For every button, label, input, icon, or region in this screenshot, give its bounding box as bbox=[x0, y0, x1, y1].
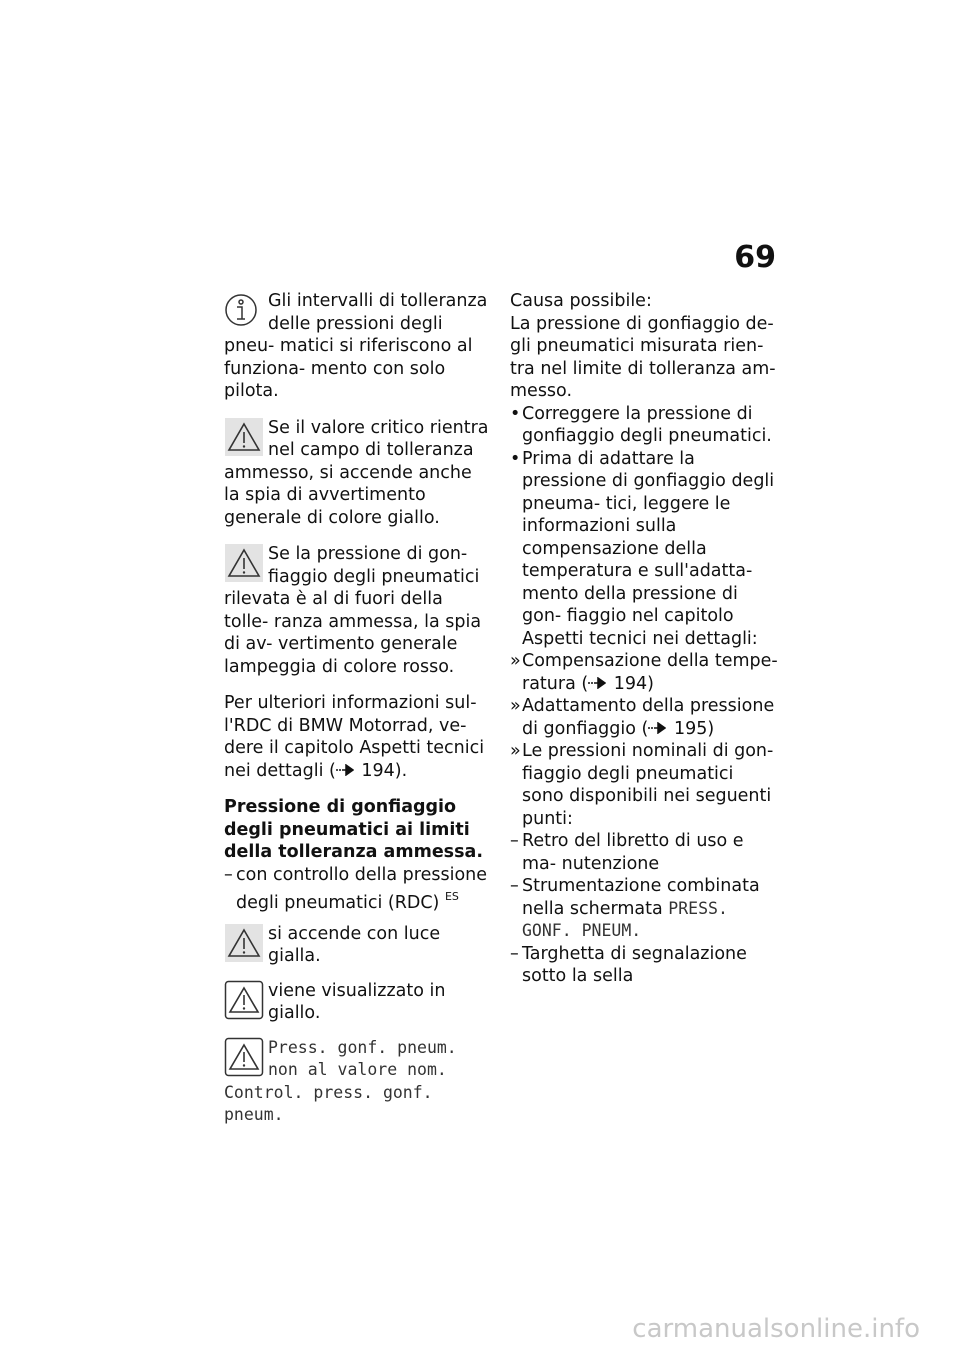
dash-item-text: Retro del libretto di uso e ma- nutenzione bbox=[522, 831, 744, 874]
dash-marker: – bbox=[510, 831, 519, 851]
warning-lamp-icon bbox=[224, 923, 264, 965]
lamp-yellow-row bbox=[224, 923, 492, 968]
warning-note-1-text: Se il valore critico rientra nel campo di tolleranza ammesso, si accende anche la spia di avvertimento generale di colore giallo. bbox=[224, 417, 489, 528]
reference-item bbox=[510, 695, 780, 740]
dash-marker: – bbox=[510, 876, 519, 896]
screen-name: PRESS. GONF. PNEUM. bbox=[522, 898, 728, 940]
page-number: 69 bbox=[734, 240, 776, 275]
display-warning-icon bbox=[224, 1037, 264, 1079]
cause-text: La pressione di gonfiaggio de- gli pneumatici misurata rien- tra nel limite di tolleranza am- messo. bbox=[510, 313, 776, 401]
page-reference-arrow-icon bbox=[336, 760, 356, 783]
cause-label: Causa possibile: bbox=[510, 291, 652, 311]
bullet-item bbox=[510, 403, 780, 448]
reference-marker: » bbox=[510, 651, 521, 671]
info-note bbox=[224, 290, 492, 403]
warning-note-1 bbox=[224, 417, 492, 530]
lamp-yellow-text: si accende con luce gialla. bbox=[268, 923, 441, 966]
display-warning-icon bbox=[224, 980, 264, 1022]
bullet-marker: • bbox=[510, 403, 521, 424]
reference-item-page: 194) bbox=[613, 673, 654, 694]
dash-marker: – bbox=[224, 864, 233, 885]
bullet-item-text: Prima di adattare la pressione di gonfiaggio degli pneuma- tici, leggere le informazioni sulla compensazione della temperatura e sull'adatta- mento della pressione di gon- fiaggio nel capitolo Aspetti tecnici nei dettagli: bbox=[522, 448, 775, 649]
display-yellow-row bbox=[224, 980, 492, 1025]
section-heading: Pressione di gonfiaggio degli pneumatici ai limiti della tolleranza ammessa. bbox=[224, 797, 483, 862]
display-message bbox=[224, 1037, 492, 1127]
reference-item-text: Le pressioni nominali di gon- fiaggio degli pneumatici sono disponibili nei seguenti punti: bbox=[522, 741, 774, 829]
page-reference-arrow-icon bbox=[588, 673, 608, 696]
more-info-text: Per ulteriori informazioni sul- l'RDC di BMW Motorrad, ve- dere il capitolo Aspetti tecnici nei dettagli ( 194). bbox=[224, 693, 485, 781]
warning-note-2 bbox=[224, 543, 492, 678]
page-reference-arrow-icon bbox=[648, 718, 668, 741]
bullet-item bbox=[510, 448, 780, 651]
reference-item bbox=[510, 650, 780, 695]
dash-item-text: Strumentazione combinata nella schermata bbox=[522, 876, 760, 919]
display-message-text: Press. gonf. pneum. non al valore nom. Control. press. gonf. pneum. bbox=[224, 1037, 457, 1124]
warning-triangle-icon bbox=[224, 417, 264, 459]
reference-item-page: 195) bbox=[673, 718, 715, 739]
watermark: carmanualsonline.info bbox=[632, 1314, 920, 1344]
more-info-body: Per ulteriori informazioni sul- l'RDC di BMW Motorrad, ve- dere il capitolo Aspetti tecnici nei dettagli bbox=[224, 693, 485, 781]
more-info-ref: 194). bbox=[361, 760, 408, 781]
reference-marker: » bbox=[510, 741, 521, 761]
info-note-text: Gli intervalli di tolleranza delle pressioni degli pneu- matici si riferiscono al funziona- mento con solo pilota. bbox=[224, 291, 488, 401]
reference-item bbox=[510, 740, 780, 830]
reference-item-text: Adattamento della pressione di gonfiaggio ( bbox=[522, 696, 775, 739]
dash-marker: – bbox=[510, 943, 519, 964]
left-column bbox=[224, 290, 492, 1141]
warning-triangle-icon bbox=[224, 543, 264, 585]
dash-item-text: con controllo della pressione degli pneumatici (RDC) bbox=[236, 864, 488, 913]
reference-item-text: Compensazione della tempe- ratura ( bbox=[522, 651, 778, 694]
dash-item-sup: ES bbox=[444, 890, 459, 903]
display-yellow-text: viene visualizzato in giallo. bbox=[268, 980, 446, 1023]
dash-item bbox=[510, 830, 780, 875]
dash-item bbox=[510, 875, 780, 943]
bullet-marker: • bbox=[510, 448, 521, 469]
warning-note-2-text: Se la pressione di gon- fiaggio degli pneumatici rilevata è al di fuori della tolle- ranza ammessa, la spia di av- vertimento generale lampeggia di colore rosso. bbox=[224, 544, 482, 677]
dash-item bbox=[224, 864, 492, 915]
right-column bbox=[510, 290, 780, 988]
dash-item bbox=[510, 943, 780, 988]
reference-marker: » bbox=[510, 696, 521, 716]
bullet-item-text: Correggere la pressione di gonfiaggio degli pneumatici. bbox=[522, 403, 772, 446]
dash-item-text: Targhetta di segnalazione sotto la sella bbox=[522, 943, 747, 986]
more-info bbox=[224, 692, 492, 782]
info-icon bbox=[224, 290, 264, 332]
